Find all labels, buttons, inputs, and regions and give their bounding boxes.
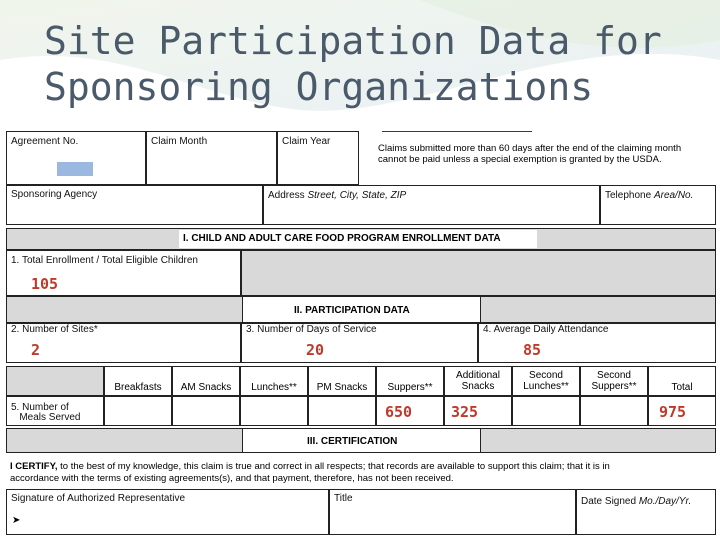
date-label: Date Signed Mo./Day/Yr. (581, 496, 692, 507)
section2-title: II. PARTICIPATION DATA (294, 305, 410, 316)
date-hint: Mo./Day/Yr. (638, 496, 692, 507)
sites-cell[interactable] (6, 323, 241, 363)
col-additional-snacks (444, 366, 512, 396)
address-label: Address Street, City, State, ZIP (268, 190, 407, 201)
meal-pm-snacks[interactable] (308, 396, 376, 426)
meal-additional-value: 325 (451, 403, 479, 421)
meals-corner (6, 366, 104, 396)
meal-total-value: 975 (659, 403, 687, 421)
certification-text (10, 461, 714, 485)
col-breakfasts-label: Breakfasts (114, 382, 162, 393)
certify-line1: I CERTIFY, to the best of my knowledge, this claim is true and correct in all respects; that records are available to support this claim; that it is in (10, 461, 610, 472)
slide-title-line1: Site Participation Data for (44, 19, 662, 63)
meal-breakfasts[interactable] (104, 396, 172, 426)
enrollment-label: 1. Total Enrollment / Total Eligible Children (11, 255, 198, 266)
col-breakfasts (104, 366, 172, 396)
sites-value: 2 (31, 341, 41, 359)
meal-suppers[interactable] (376, 396, 444, 426)
col-total (648, 366, 716, 396)
slide-title-line2: Sponsoring Organizations (44, 65, 594, 109)
col-additional-label: Additional Snacks (456, 370, 500, 392)
agreement-highlight (57, 162, 93, 176)
telephone-cell[interactable] (600, 185, 716, 225)
enrollment-cell[interactable] (6, 250, 241, 296)
days-label: 3. Number of Days of Service (246, 324, 377, 335)
claim-month-cell[interactable] (146, 131, 277, 185)
attendance-label: 4. Average Daily Attendance (483, 324, 609, 335)
arrow-icon: ➤ (12, 515, 21, 526)
certify-bold: I CERTIFY, (10, 461, 58, 472)
col-second-lunches (512, 366, 580, 396)
col-second-suppers-label: Second Suppers** (591, 370, 637, 392)
section3-title: III. CERTIFICATION (307, 436, 398, 447)
certify-line2: accordance with the terms of existing agreements(s), and that payment, therefore, has not been received. (10, 473, 454, 484)
sponsoring-label: Sponsoring Agency (11, 189, 98, 200)
col-total-label: Total (671, 382, 693, 393)
address-hint: Street, City, State, ZIP (307, 190, 407, 201)
col-second-lunches-label: Second Lunches** (523, 370, 569, 392)
notice-box (378, 143, 712, 183)
slide-title (44, 18, 684, 110)
title-label: Title (334, 493, 353, 504)
signature-cell[interactable] (6, 489, 329, 535)
title-cell[interactable] (329, 489, 576, 535)
col-am-snacks (172, 366, 240, 396)
claim-year-label: Claim Year (282, 136, 331, 147)
telephone-label: Telephone Area/No. (605, 190, 694, 201)
notice-rule (382, 131, 532, 132)
attendance-value: 85 (523, 341, 542, 359)
claim-month-label: Claim Month (151, 136, 208, 147)
enrollment-value: 105 (31, 275, 59, 293)
section1-header (6, 228, 716, 250)
col-suppers-label: Suppers** (387, 382, 433, 393)
meal-am-snacks[interactable] (172, 396, 240, 426)
col-lunches-label: Lunches** (251, 382, 297, 393)
section1-title: I. CHILD AND ADULT CARE FOOD PROGRAM ENROLLMENT DATA (183, 233, 501, 244)
days-value: 20 (306, 341, 325, 359)
meal-total[interactable] (648, 396, 716, 426)
meals-label-cell (6, 396, 104, 426)
meal-second-suppers[interactable] (580, 396, 648, 426)
signature-label: Signature of Authorized Representative (11, 493, 185, 504)
sponsoring-agency-cell[interactable] (6, 185, 263, 225)
date-cell[interactable] (576, 489, 716, 535)
days-cell[interactable] (241, 323, 478, 363)
col-second-suppers (580, 366, 648, 396)
col-pm-snacks-label: PM Snacks (316, 382, 368, 393)
meal-lunches[interactable] (240, 396, 308, 426)
section2-header (6, 296, 716, 323)
col-am-snacks-label: AM Snacks (180, 382, 232, 393)
col-lunches (240, 366, 308, 396)
attendance-cell[interactable] (478, 323, 716, 363)
meal-additional-snacks[interactable] (444, 396, 512, 426)
address-cell[interactable] (263, 185, 600, 225)
telephone-hint: Area/No. (653, 190, 694, 201)
col-suppers (376, 366, 444, 396)
meal-second-lunches[interactable] (512, 396, 580, 426)
meal-suppers-value: 650 (385, 403, 413, 421)
notice-text: Claims submitted more than 60 days after the end of the claiming month cannot be paid unless a special exemption is granted by the USDA. (378, 143, 682, 165)
meals-label: 5. Number of Meals Served (11, 402, 81, 423)
agreement-label: Agreement No. (11, 136, 79, 147)
claim-form (6, 131, 716, 539)
col-pm-snacks (308, 366, 376, 396)
claim-year-cell[interactable] (277, 131, 359, 185)
agreement-cell[interactable] (6, 131, 146, 185)
section3-header (6, 428, 716, 453)
enrollment-filler (241, 250, 716, 296)
sites-label: 2. Number of Sites* (11, 324, 98, 335)
